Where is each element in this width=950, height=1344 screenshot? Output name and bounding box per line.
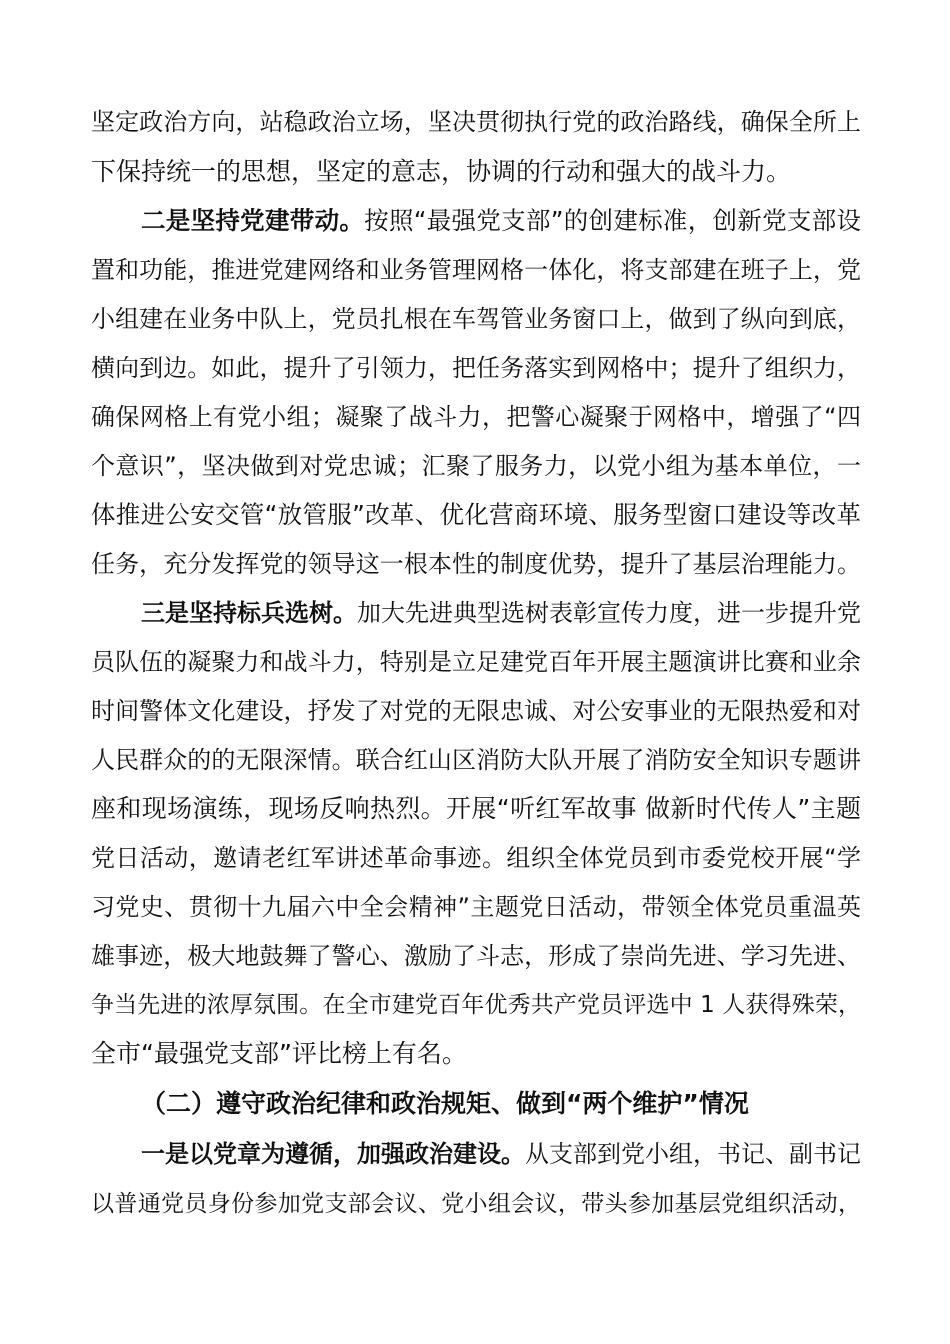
text-line: 横向到边。如此，提升了引领力，把任务落实到网格中；提升了组织力，	[91, 354, 861, 382]
text-line: 座和现场演练，现场反响热烈。开展“听红军故事 做新时代传人”主题	[91, 794, 861, 823]
text-line: 以普通党员身份参加党支部会议、党小组会议，带头参加基层党组织活动，	[91, 1191, 861, 1217]
text-run: 从支部到党小组，书记、副书记	[525, 1140, 861, 1168]
section-heading: （二）遵守政治纪律和政治规矩、做到“两个维护”情况	[141, 1089, 749, 1118]
text-line: 体推进公安交管“放管服”改革、优化营商环境、服务型窗口建设等改革	[91, 500, 861, 529]
text-line: 习党史、贯彻十九届六中全会精神”主题党日活动，带领全体党员重温英	[91, 893, 861, 921]
text-line: 坚定政治方向，站稳政治立场，坚决贯彻执行党的政治路线，确保全所上	[91, 108, 861, 136]
paragraph-first-line	[141, 1134, 861, 1174]
paragraph-first-line	[141, 201, 861, 241]
paragraph-first-line	[141, 593, 861, 633]
text-line: 人民群众的的无限深情。联合红山区消防大队开展了消防安全知识专题讲	[91, 746, 861, 774]
text-line: 任务，充分发挥党的领导这一根本性的制度优势，提升了基层治理能力。	[91, 550, 861, 578]
text-run: 按照“最强党支部”的创建标准，创新党支部设	[364, 206, 861, 235]
text-line: 员队伍的凝聚力和战斗力，特别是立足建党百年开展主题演讲比赛和业余	[91, 648, 861, 676]
paragraph-lead: 一是以党章为遵循，加强政治建设。	[141, 1140, 525, 1168]
text-line: 小组建在业务中队上，党员扎根在车驾管业务窗口上，做到了纵向到底，	[91, 305, 861, 333]
text-line: 确保网格上有党小组；凝聚了战斗力，把警心凝聚于网格中，增强了“四	[91, 403, 861, 431]
text-line: 争当先进的浓厚氛围。在全市建党百年优秀共产党员评选中 1 人获得殊荣，	[91, 992, 861, 1018]
text-line: 党日活动，邀请老红军讲述革命事迹。组织全体党员到市委党校开展“学	[91, 844, 861, 872]
text-line: 下保持统一的思想，坚定的意志，协调的行动和强大的战斗力。	[91, 157, 792, 186]
text-line: 置和功能，推进党建网络和业务管理网格一体化，将支部建在班子上，党	[91, 256, 861, 284]
paragraph-lead: 三是坚持标兵选树。	[141, 599, 357, 627]
text-line: 个意识”，坚决做到对党忠诚；汇聚了服务力，以党小组为基本单位，一	[91, 452, 861, 480]
paragraph-lead: 二是坚持党建带动。	[141, 206, 365, 235]
text-line: 时间警体文化建设，抒发了对党的无限忠诚、对公安事业的无限热爱和对	[91, 697, 861, 725]
text-line: 雄事迹，极大地鼓舞了警心、激励了斗志，形成了崇尚先进、学习先进、	[91, 942, 861, 970]
text-line: 全市“最强党支部”评比榜上有名。	[91, 1039, 467, 1068]
text-run: 加大先进典型选树表彰宣传力度，进一步提升党	[357, 599, 861, 627]
